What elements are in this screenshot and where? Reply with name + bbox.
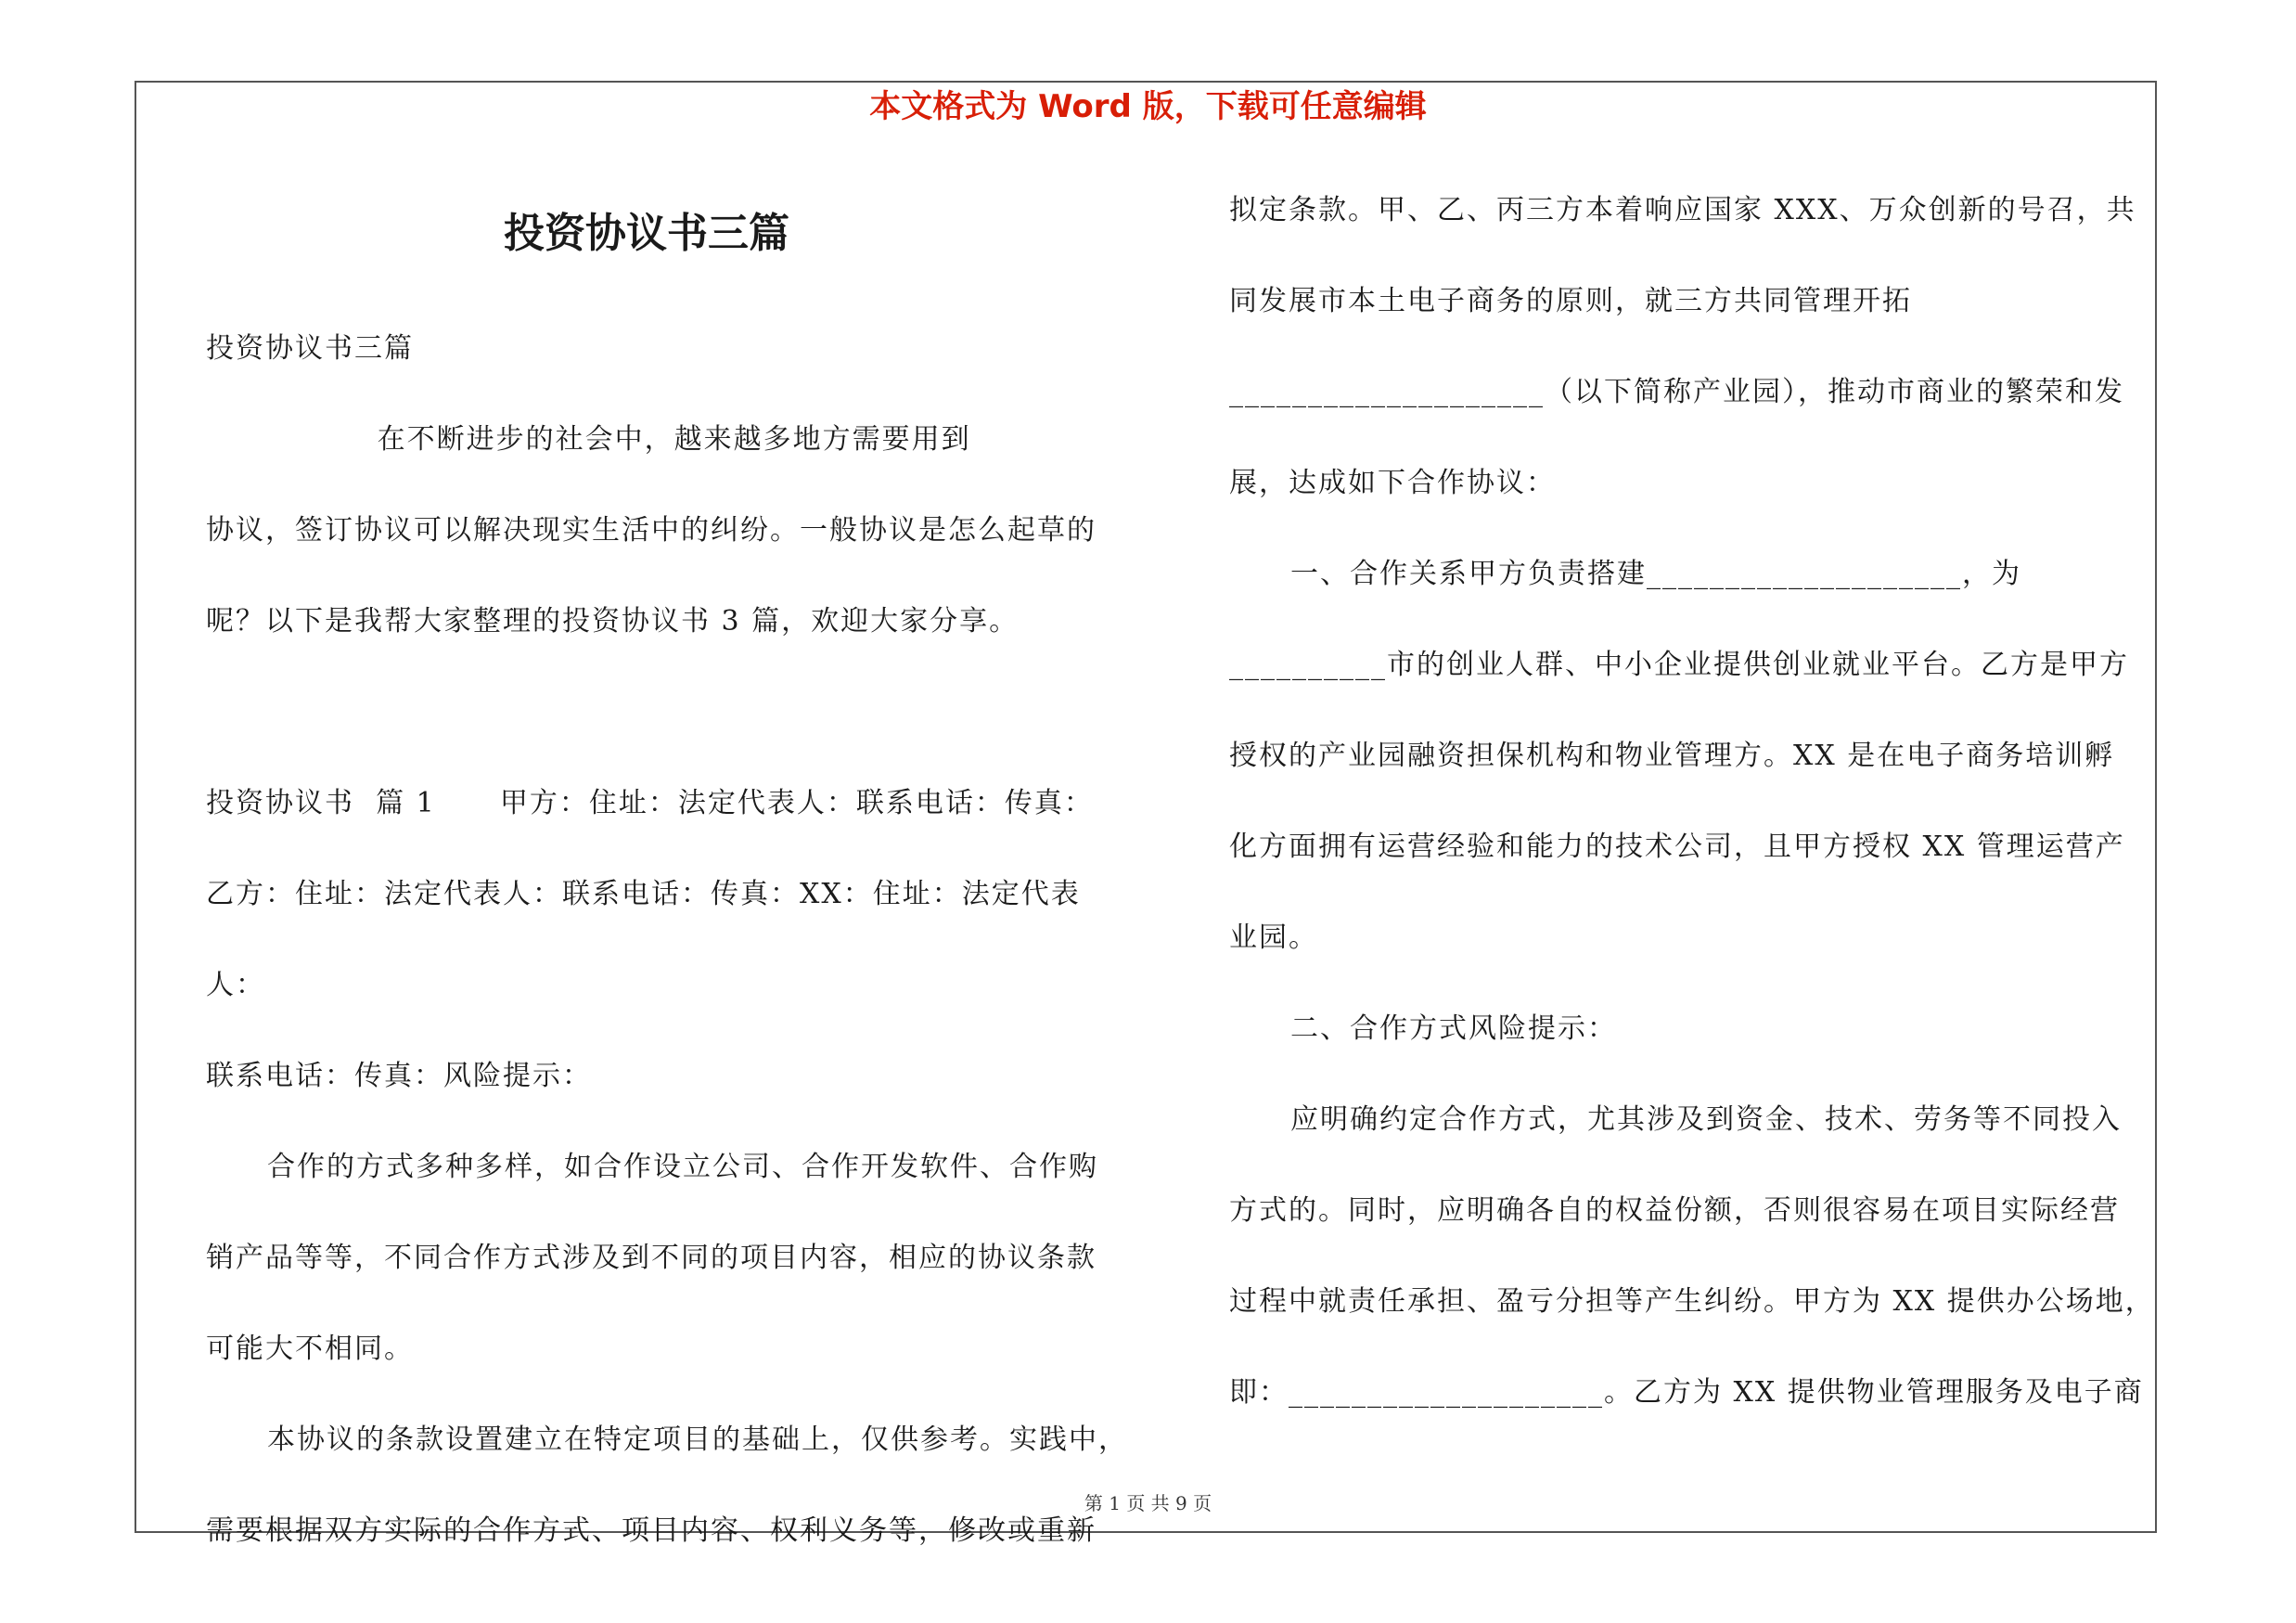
- right-column: [1229, 165, 2157, 1438]
- word-format-banner: 本文格式为 Word 版，下载可任意编辑: [869, 88, 1427, 125]
- paragraph-gap: [206, 667, 1134, 758]
- paragraph-line: 需要根据双方实际的合作方式、项目内容、权利义务等，修改或重新: [206, 1514, 1097, 1547]
- paragraph-line: 即：____________________。乙方为 XX 提供物业管理服务及电子商: [1229, 1376, 2144, 1409]
- paragraph-line: 应明确约定合作方式，尤其涉及到资金、技术、劳务等不同投入: [1290, 1103, 2122, 1136]
- paragraph-line: 联系电话：传真：风险提示：: [206, 1060, 592, 1092]
- left-column: [206, 303, 1134, 1577]
- paragraph-line: 同发展市本土电子商务的原则，就三方共同管理开拓: [1229, 285, 1912, 317]
- paragraph-line: 呢？以下是我帮大家整理的投资协议书 3 篇，欢迎大家分享。: [206, 605, 1020, 638]
- subtitle-line: 投资协议书三篇: [206, 332, 414, 365]
- paragraph-line: 化方面拥有运营经验和能力的技术公司，且甲方授权 XX 管理运营产: [1229, 831, 2125, 863]
- page-number-footer: 第 1 页 共 9 页: [1084, 1492, 1212, 1514]
- paragraph-line: 展，达成如下合作协议：: [1229, 467, 1556, 499]
- paragraph-line: 协议，签订协议可以解决现实生活中的纠纷。一般协议是怎么起草的: [206, 514, 1097, 547]
- paragraph-line: 拟定条款。甲、乙、丙三方本着响应国家 XXX、万众创新的号召，共: [1229, 194, 2136, 226]
- paragraph-line: 销产品等等，不同合作方式涉及到不同的项目内容，相应的协议条款: [206, 1242, 1097, 1274]
- paragraph-line: ____________________（以下简称产业园），推动市商业的繁荣和发: [1229, 376, 2124, 408]
- paragraph-line: 投资协议书 篇 1 甲方：住址：法定代表人：联系电话：传真：: [206, 787, 1094, 819]
- paragraph-line: 本协议的条款设置建立在特定项目的基础上，仅供参考。实践中，: [267, 1423, 1128, 1456]
- section-heading-cooperation: 一、合作关系甲方负责搭建____________________，为: [1290, 558, 2021, 590]
- section-heading-method: 二、合作方式风险提示：: [1290, 1012, 1617, 1045]
- paragraph-line: 过程中就责任承担、盈亏分担等产生纠纷。甲方为 XX 提供办公场地，: [1229, 1285, 2155, 1318]
- paragraph-line: 在不断进步的社会中，越来越多地方需要用到: [206, 423, 971, 456]
- document-title: 投资协议书三篇: [504, 210, 789, 257]
- paragraph-line: 方式的。同时，应明确各自的权益份额，否则很容易在项目实际经营: [1229, 1194, 2120, 1227]
- paragraph-line: 可能大不相同。: [206, 1333, 414, 1365]
- paragraph-line: 业园。: [1229, 921, 1318, 954]
- paragraph-line: 授权的产业园融资担保机构和物业管理方。XX 是在电子商务培训孵: [1229, 740, 2115, 772]
- paragraph-line: __________市的创业人群、中小企业提供创业就业平台。乙方是甲方: [1229, 649, 2129, 681]
- paragraph-line: 乙方：住址：法定代表人：联系电话：传真：XX：住址：法定代表人：: [206, 878, 1081, 1001]
- paragraph-line: 合作的方式多种多样，如合作设立公司、合作开发软件、合作购: [267, 1151, 1098, 1183]
